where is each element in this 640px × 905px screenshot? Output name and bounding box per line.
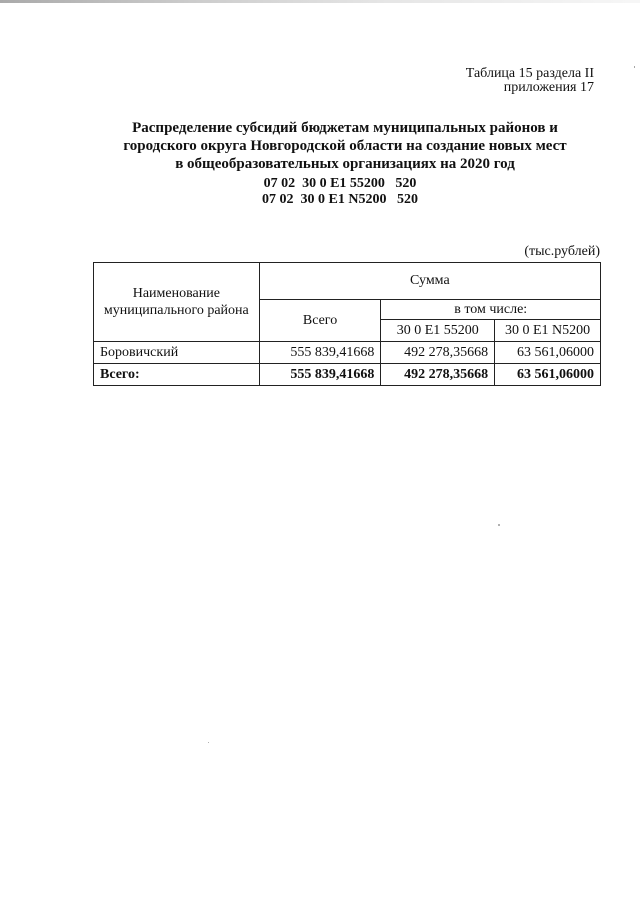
cell-grand-total-n5200: 63 561,06000 bbox=[495, 364, 601, 386]
cell-district-name: Боровичский bbox=[94, 342, 260, 364]
table-reference-line1: Таблица 15 раздела II bbox=[465, 66, 594, 81]
header-district-name-line2: муниципального района bbox=[103, 303, 249, 318]
header-cell-total: Всего bbox=[259, 300, 381, 342]
header-cell-sum: Сумма bbox=[259, 263, 600, 300]
scan-speck bbox=[498, 524, 500, 526]
table-total-row bbox=[94, 364, 601, 386]
scan-speck bbox=[634, 66, 635, 68]
subsidy-table bbox=[93, 262, 601, 386]
budget-code-line1: 07 02 30 0 E1 55200 520 bbox=[263, 176, 417, 191]
cell-code-n5200: 63 561,06000 bbox=[495, 342, 601, 364]
budget-code-line2: 07 02 30 0 E1 N5200 520 bbox=[262, 192, 418, 207]
document-title-line3: в общеобразовательных организациях на 2020 год bbox=[175, 156, 515, 172]
header-cell-including: в том числе: bbox=[381, 300, 601, 320]
table-reference-line2: приложения 17 bbox=[503, 80, 594, 95]
document-title-line2: городского округа Новгородской области на создание новых мест bbox=[123, 138, 567, 154]
document-title-line1: Распределение субсидий бюджетам муниципальных районов и bbox=[132, 120, 558, 136]
cell-total-label: Всего: bbox=[94, 364, 260, 386]
scan-edge-artifact bbox=[0, 0, 640, 3]
cell-code-55200: 492 278,35668 bbox=[381, 342, 495, 364]
units-label: (тыс.рублей) bbox=[524, 244, 600, 259]
table-row bbox=[94, 342, 601, 364]
header-cell-code-n5200: 30 0 E1 N5200 bbox=[495, 320, 601, 342]
header-cell-code-55200: 30 0 E1 55200 bbox=[381, 320, 495, 342]
header-district-name-line1: Наименование bbox=[132, 286, 220, 301]
header-cell-district-name bbox=[94, 263, 260, 342]
scan-speck bbox=[208, 742, 209, 743]
cell-grand-total: 555 839,41668 bbox=[259, 364, 381, 386]
cell-grand-total-55200: 492 278,35668 bbox=[381, 364, 495, 386]
cell-total: 555 839,41668 bbox=[259, 342, 381, 364]
table-header-row-1 bbox=[94, 263, 601, 300]
